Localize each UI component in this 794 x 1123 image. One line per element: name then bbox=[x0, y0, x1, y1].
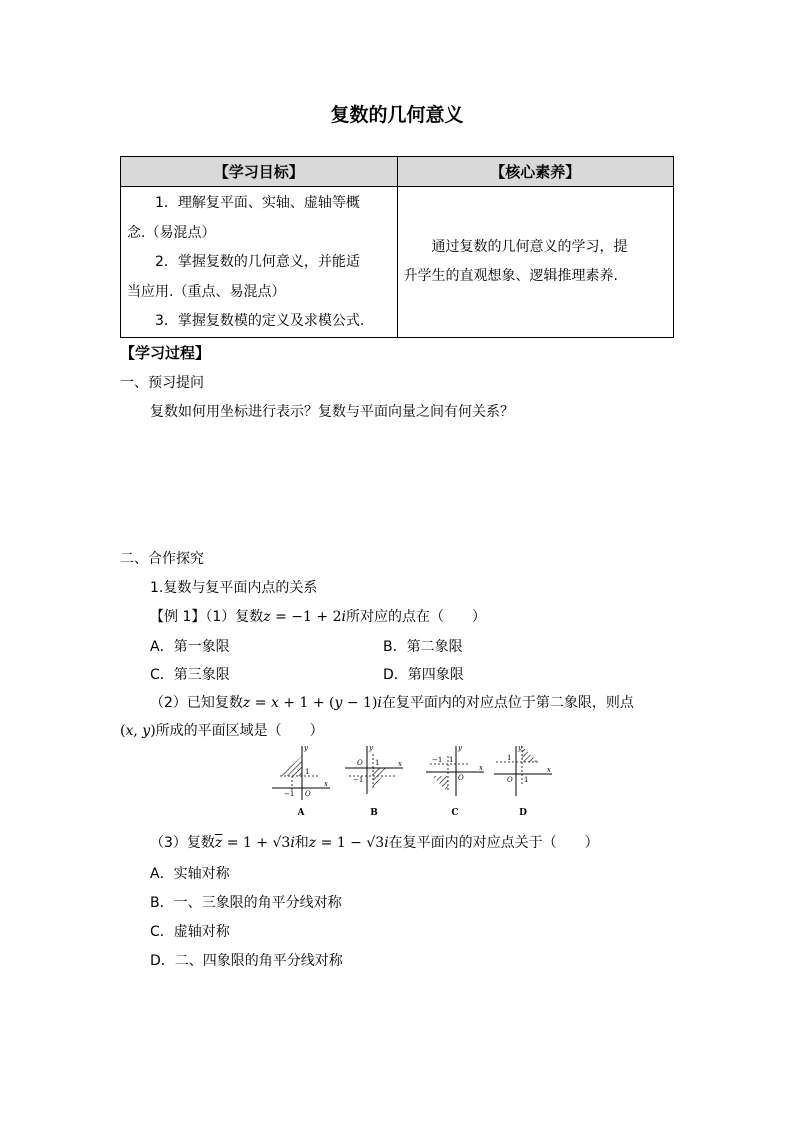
shaded-region bbox=[432, 776, 448, 792]
origin-label: O bbox=[357, 759, 363, 767]
y-label: y bbox=[369, 744, 373, 752]
preview-question: 复数如何用坐标进行表示？复数与平面向量之间有何关系？ bbox=[150, 404, 514, 420]
shaded-region bbox=[522, 746, 538, 762]
q3-and: 和 bbox=[294, 835, 309, 851]
subsection-heading: 1.复数与复平面内点的关系 bbox=[150, 580, 318, 596]
q2-line2 bbox=[120, 720, 324, 740]
origin-label: O bbox=[458, 774, 464, 782]
y-label: y bbox=[304, 744, 308, 752]
section1-heading: 一、预习提问 bbox=[120, 375, 204, 391]
comma: , bbox=[133, 723, 143, 739]
x-label: x bbox=[547, 766, 551, 774]
diagram-d-graph bbox=[492, 742, 554, 802]
tick-label: 1 bbox=[524, 776, 529, 784]
q3-sqrt2: √3 bbox=[366, 835, 385, 851]
q3-option-b: B．一、三象限的角平分线对称 bbox=[150, 895, 342, 911]
q2-prefix: （2）已知复数 bbox=[150, 695, 243, 711]
objective-line: 2．掌握复数的几何意义，并能适 bbox=[155, 254, 360, 270]
q3-eq1: = 1 + bbox=[222, 835, 273, 851]
diagram-label: D bbox=[519, 808, 527, 818]
q2-line1 bbox=[150, 692, 634, 712]
q3-var-z2: z bbox=[308, 835, 317, 851]
tick-label: −1 bbox=[432, 756, 443, 764]
paren-close: ) bbox=[150, 723, 156, 739]
diagram-c bbox=[424, 742, 486, 820]
diagram-c-graph bbox=[424, 742, 486, 802]
section2-heading: 二、合作探究 bbox=[120, 551, 204, 567]
option-d: D．第四象限 bbox=[383, 667, 464, 683]
q2-point-x: x bbox=[125, 723, 134, 739]
diagram-d bbox=[492, 742, 554, 820]
q3-option-d: D．二、四象限的角平分线对称 bbox=[150, 953, 343, 969]
objective-line: 念.（易混点） bbox=[127, 224, 216, 241]
diagram-label: A bbox=[297, 808, 305, 818]
paren-open: ( bbox=[120, 723, 126, 739]
core-cell bbox=[397, 187, 674, 338]
q1-var-i: i bbox=[341, 609, 346, 625]
q3-var-zbar: $\overline{z}$ bbox=[214, 835, 223, 851]
goals-header: 【学习目标】 bbox=[121, 157, 398, 187]
diagram-a-graph bbox=[270, 742, 332, 802]
page-title: 复数的几何意义 bbox=[330, 104, 464, 126]
tick-label: 1 bbox=[375, 759, 380, 767]
diagram-b-graph bbox=[343, 742, 405, 802]
tick-label: −1 bbox=[353, 776, 364, 784]
x-label: x bbox=[479, 764, 483, 772]
q1-equation: = −1 + 2 bbox=[270, 609, 342, 625]
q2-suffix: 在复平面内的对应点位于第二象限，则点 bbox=[381, 695, 634, 711]
shaded-region bbox=[280, 756, 302, 776]
q3-option-c: C．虚轴对称 bbox=[150, 924, 230, 940]
q3-var-i1: i bbox=[290, 835, 295, 851]
diagram-label: B bbox=[370, 808, 378, 818]
q3-eq2: = 1 − bbox=[316, 835, 367, 851]
origin-label: O bbox=[507, 776, 513, 784]
q1-var-z: z bbox=[263, 609, 271, 625]
objective-line: 当应用.（重点、易混点） bbox=[127, 283, 286, 300]
core-line: 升学生的直观想象、逻辑推理素养. bbox=[403, 267, 618, 284]
q3-sqrt1: √3 bbox=[272, 835, 291, 851]
tick-label: −1 bbox=[284, 790, 295, 798]
q3-option-a: A．实轴对称 bbox=[150, 866, 230, 882]
tick-label: 1 bbox=[507, 754, 512, 762]
tick-label: 1 bbox=[449, 756, 454, 764]
q2-var-i: i bbox=[377, 695, 382, 711]
q2-var-z: z bbox=[242, 695, 251, 711]
objective-line: 1．理解复平面、实轴、虚轴等概 bbox=[155, 195, 360, 211]
q3-suffix: 在复平面内的对应点关于（ ） bbox=[388, 835, 599, 851]
objectives-cell bbox=[121, 187, 398, 338]
x-label: x bbox=[398, 760, 402, 768]
example-label: 【例 1】 bbox=[150, 609, 206, 625]
objective-line: 3．掌握复数模的定义及求模公式. bbox=[155, 313, 365, 329]
q2-mid: + 1 + ( bbox=[278, 695, 335, 711]
q1-suffix: 所对应的点在（ ） bbox=[345, 609, 486, 625]
origin-label: O bbox=[305, 790, 311, 798]
process-heading: 【学习过程】 bbox=[120, 344, 211, 362]
example1-q1 bbox=[150, 606, 486, 626]
q2-point-y: y bbox=[142, 723, 151, 739]
diagram-label: C bbox=[451, 808, 459, 818]
y-label: y bbox=[518, 744, 522, 752]
q3-line bbox=[150, 832, 599, 852]
option-b: B．第二象限 bbox=[383, 639, 463, 655]
shaded-region bbox=[373, 768, 389, 788]
q2-eq: = bbox=[250, 695, 271, 711]
q3-prefix: （3）复数 bbox=[150, 835, 215, 851]
option-a: A．第一象限 bbox=[150, 639, 230, 655]
y-label: y bbox=[458, 744, 462, 752]
core-line: 通过复数的几何意义的学习，提 bbox=[431, 238, 628, 255]
q3-var-i2: i bbox=[384, 835, 389, 851]
goals-table bbox=[120, 156, 674, 338]
x-label: x bbox=[324, 780, 328, 788]
q1-prefix: （1）复数 bbox=[205, 609, 264, 625]
q2-end: − 1) bbox=[342, 695, 378, 711]
option-c: C．第三象限 bbox=[150, 667, 230, 683]
q2-line2-suffix: 所成的平面区域是（ ） bbox=[155, 723, 324, 739]
q2-var-x: x bbox=[270, 695, 279, 711]
diagram-a bbox=[270, 742, 332, 820]
diagram-b bbox=[343, 742, 405, 820]
q2-var-y: y bbox=[334, 695, 343, 711]
core-header: 【核心素养】 bbox=[397, 157, 674, 187]
tick-label: 1 bbox=[305, 768, 310, 776]
